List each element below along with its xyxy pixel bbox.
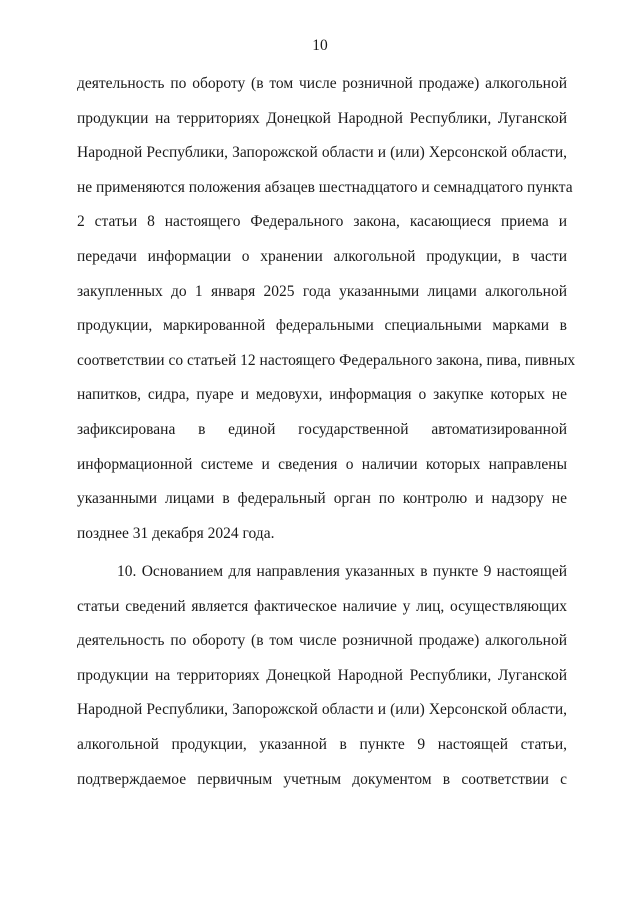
text-line: статьи сведений является фактическое наличие у лиц, осуществляющих [77, 597, 567, 615]
text-line: не применяются положения абзацев шестнадцатого и семнадцатого пункта [77, 178, 573, 196]
paragraph-point-10 [77, 562, 567, 804]
text-line: соответствии со статьей 12 настоящего Федерального закона, пива, пивных [77, 351, 576, 369]
text-line: алкогольной продукции, указанной в пункте 9 настоящей статьи, [77, 735, 567, 753]
text-line: Народной Республики, Запорожской области и (или) Херсонской области, [77, 144, 567, 162]
text-line: передачи информации о хранении алкогольной продукции, в части [77, 247, 567, 265]
text-line: напитков, сидра, пуаре и медовухи, информация о закупке которых не [77, 386, 567, 404]
text-line: продукции на территориях Донецкой Народной Республики, Луганской [77, 666, 567, 684]
page-number: 10 [312, 37, 328, 54]
text-line: закупленных до 1 января 2025 года указанными лицами алкогольной [77, 282, 567, 300]
text-line: позднее 31 декабря 2024 года. [77, 524, 275, 542]
text-line: продукции на территориях Донецкой Народной Республики, Луганской [77, 109, 567, 127]
paragraph-continuation [77, 74, 576, 558]
text-line: 2 статьи 8 настоящего Федерального закона, касающиеся приема и [77, 213, 567, 231]
text-line: деятельность по обороту (в том числе розничной продаже) алкогольной [77, 75, 567, 92]
text-line: зафиксирована в единой государственной автоматизированной [77, 420, 567, 438]
text-line: информационной системе и сведения о наличии которых направлены [77, 455, 567, 473]
text-line: подтверждаемое первичным учетным документом в соответствии с [77, 770, 567, 788]
text-line: 10. Основанием для направления указанных в пункте 9 настоящей [117, 563, 567, 580]
text-line: продукции, маркированной федеральными специальными марками в [77, 317, 567, 335]
text-line: Народной Республики, Запорожской области и (или) Херсонской области, [77, 701, 567, 719]
text-line: указанными лицами в федеральный орган по контролю и надзору не [77, 490, 567, 508]
text-line: деятельность по обороту (в том числе розничной продаже) алкогольной [77, 632, 567, 650]
